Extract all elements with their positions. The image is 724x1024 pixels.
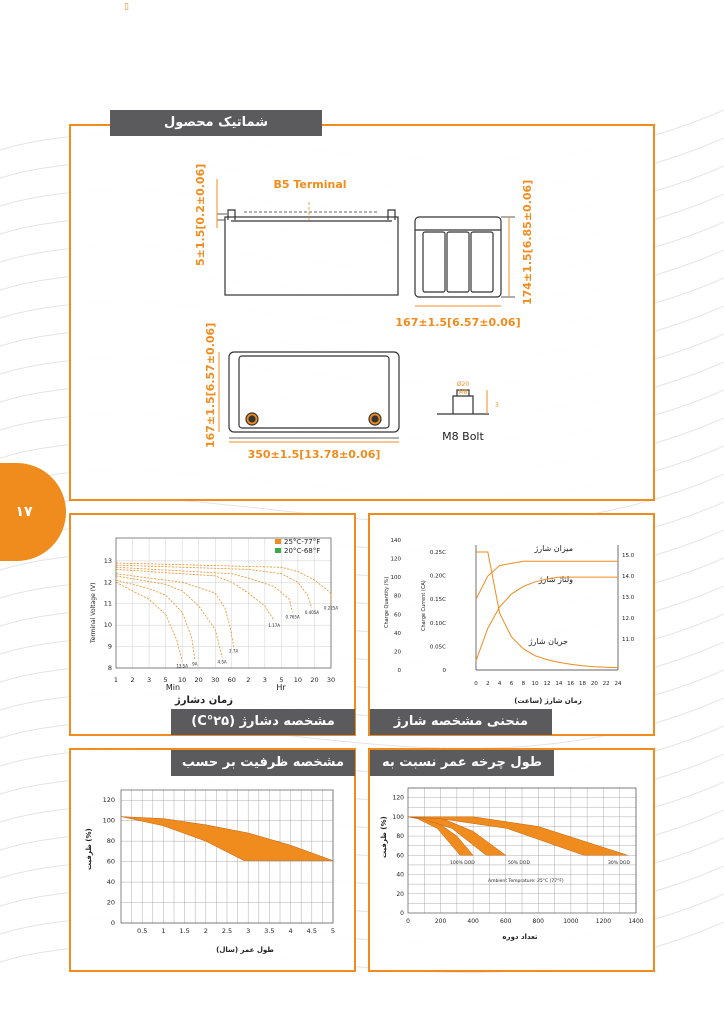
capacity-x-tick: 2.5 [221, 927, 233, 935]
discharge-curve-label: 4.5A [217, 659, 227, 665]
dod-100-label: 100% DOD [450, 861, 475, 866]
discharge-curve [116, 576, 222, 657]
discharge-unit-hr: Hr [276, 683, 286, 692]
discharge-x-tick: 5 [163, 676, 168, 684]
capacity-x-tick: 0.5 [137, 927, 148, 935]
charge-qty-tick: 40 [394, 630, 401, 637]
charge-volt-tick: 12.0 [622, 616, 635, 622]
charge-cur-tick: 0.05C [429, 644, 446, 651]
discharge-xlabel: زمان دشارژ [175, 695, 233, 706]
charge-x-tick: 10 [531, 681, 539, 687]
charge-x-tick: 8 [521, 681, 526, 687]
battery-front-view [225, 217, 398, 295]
cycle-y-tick: 40 [396, 871, 404, 879]
discharge-curve-label: 0.405A [304, 610, 320, 615]
capacity-x-tick: 4 [288, 927, 293, 935]
capacity-x-tick: 1 [161, 927, 166, 935]
discharge-curve [116, 580, 195, 659]
charge-label-cur: جریان شارژ [528, 637, 568, 646]
battery-side-view [415, 217, 501, 297]
charge-x-tick: 6 [509, 681, 514, 687]
discharge-x-tick: 60 [227, 676, 236, 684]
cycle-y-tick: 60 [396, 852, 404, 860]
stray-glyph: ▯ [124, 2, 129, 12]
charge-x-tick: 0 [474, 681, 478, 687]
terminal-label: B5 Terminal [273, 178, 347, 191]
charge-current-curve [476, 552, 618, 668]
charge-x-tick: 2 [486, 681, 490, 687]
charge-cur-tick: 0 [442, 668, 446, 674]
cycle-x-tick: 600 [499, 918, 512, 925]
cycle-ambient: Ambient Temprature: 25°C (77°F) [488, 879, 564, 884]
discharge-x-tick: 3 [147, 676, 152, 684]
discharge-x-tick: 2 [246, 676, 251, 684]
discharge-y-tick: 12 [103, 578, 112, 587]
dim-height: 174±1.5[6.85±0.06] [521, 179, 534, 305]
charge-label-qty: میزان شارژ [534, 544, 573, 553]
capacity-y-tick: 80 [106, 837, 115, 846]
bolt-dia-inner: M8 [458, 389, 468, 396]
discharge-x-tick: 1 [113, 676, 119, 684]
discharge-x-tick: 30 [326, 676, 336, 684]
charge-x-tick: 20 [590, 681, 598, 687]
charge-x-tick: 22 [602, 681, 610, 687]
bolt-label: M8 Bolt [442, 430, 484, 443]
charge-volt-tick: 11.0 [622, 637, 635, 643]
cycle-y-tick: 100 [392, 813, 404, 821]
capacity-x-tick: 1.5 [179, 927, 190, 935]
discharge-y-tick: 9 [107, 642, 112, 651]
legend-20c: 20°C-68°F [284, 547, 321, 555]
capacity-y-tick: 60 [106, 857, 115, 866]
capacity-y-tick: 0 [110, 919, 115, 927]
dim-length: 350±1.5[13.78±0.06] [247, 448, 381, 461]
cycle-y-tick: 120 [392, 794, 404, 802]
dim-terminal-height: 5±1.5[0.2±0.06] [194, 163, 207, 266]
cycle-title: طول چرخه عمر نسبت به عمق شارژ [370, 750, 554, 776]
cycle-x-tick: 1000 [563, 918, 579, 925]
discharge-y-tick: 11 [103, 599, 112, 608]
capacity-x-tick: 5 [330, 927, 336, 935]
dim-width-top: 167±1.5[6.57±0.06] [204, 322, 217, 448]
capacity-x-tick: 2 [203, 927, 208, 935]
discharge-curve-label: 0.225A [323, 605, 339, 611]
charge-label-volt: ولتاژ شارژ [538, 575, 573, 584]
charge-cur-tick: 0.10C [429, 620, 446, 627]
charge-ylabel-qty: Charge Quantity (%) [384, 576, 390, 628]
cycle-x-tick: 1200 [595, 918, 612, 925]
cycle-chart [368, 778, 655, 970]
discharge-x-tick: 10 [293, 676, 303, 684]
capacity-y-tick: 100 [102, 816, 115, 825]
capacity-xlabel: طول عمر (سال) [216, 946, 274, 954]
discharge-x-tick: 2 [130, 676, 135, 684]
charge-x-tick: 14 [555, 681, 563, 687]
capacity-y-tick: 40 [106, 878, 115, 887]
discharge-x-tick: 10 [178, 676, 187, 684]
charge-qty-tick: 20 [394, 649, 401, 656]
capacity-x-tick: 3.5 [264, 927, 275, 935]
discharge-x-tick: 3 [262, 676, 267, 684]
cycle-y-tick: 0 [400, 910, 404, 917]
cycle-y-tick: 20 [396, 890, 404, 898]
discharge-x-tick: 30 [211, 676, 220, 684]
cycle-x-tick: 1400 [628, 918, 644, 925]
capacity-ylabel: ظرفیت (%) [85, 828, 93, 870]
charge-x-tick: 4 [497, 681, 502, 687]
discharge-y-tick: 10 [103, 621, 112, 630]
charge-qty-tick: 100 [390, 575, 401, 582]
bolt-dia-outer: Ø20 [456, 381, 470, 388]
charge-x-tick: 16 [567, 681, 575, 687]
cycle-x-tick: 800 [532, 918, 545, 925]
charge-cur-tick: 0.20C [429, 573, 446, 580]
discharge-x-tick: 20 [194, 676, 203, 684]
discharge-x-tick: 20 [310, 676, 319, 684]
charge-volt-tick: 15.0 [622, 553, 635, 559]
cycle-x-tick: 200 [434, 918, 447, 925]
charge-qty-tick: 60 [394, 612, 401, 619]
capacity-title: مشخصه ظرفیت بر حسب طول عمر [171, 750, 355, 776]
discharge-x-tick: 5 [279, 676, 284, 684]
discharge-curve-label: 2.7A [229, 648, 239, 654]
discharge-y-tick: 13 [103, 556, 112, 565]
discharge-frame [116, 538, 331, 668]
discharge-curve-label: 13.5A [176, 663, 188, 669]
charge-qty-tick: 120 [390, 556, 401, 563]
legend-25c: 25°C-77°F [284, 538, 321, 546]
charge-quantity-curve [476, 577, 618, 661]
charge-title: منحنی مشخصه شارژ [370, 709, 552, 735]
cycle-x-tick: 400 [467, 918, 479, 925]
charge-cur-tick: 0.25C [429, 550, 446, 556]
dod-50-label: 50% DOD [508, 861, 530, 866]
charge-x-tick: 18 [579, 681, 586, 687]
discharge-y-tick: 8 [107, 664, 112, 672]
bolt-height: 3 [495, 402, 499, 409]
charge-ylabel-cur: Charge Current (CA) [421, 580, 427, 631]
charge-volt-tick: 13.0 [622, 595, 635, 601]
dod-30-label: 30% DOD [608, 861, 630, 866]
discharge-curve [116, 569, 274, 621]
capacity-x-tick: 3 [246, 927, 251, 935]
charge-cur-tick: 0.15C [429, 597, 446, 604]
discharge-curve [116, 567, 293, 612]
charge-volt-tick: 14.0 [622, 574, 635, 580]
charge-chart [368, 513, 655, 709]
charge-x-tick: 24 [614, 681, 622, 687]
discharge-curve-label: 0.765A [285, 614, 300, 620]
dim-width-side: 167±1.5[6.57±0.06] [395, 316, 521, 329]
cycle-xlabel: تعداد دوره [502, 933, 538, 941]
capacity-chart [69, 778, 356, 970]
discharge-chart [69, 513, 356, 709]
cycle-ylabel: ظرفیت (%) [380, 816, 388, 858]
charge-qty-tick: 140 [390, 538, 401, 544]
discharge-curve-label: 9A [192, 661, 198, 667]
capacity-y-tick: 120 [102, 796, 115, 805]
capacity-x-tick: 4.5 [306, 927, 317, 935]
charge-qty-tick: 0 [397, 668, 401, 674]
cycle-y-tick: 80 [396, 833, 404, 841]
discharge-ylabel: Terminal Voltage (V) [90, 582, 97, 643]
charge-qty-tick: 80 [394, 593, 401, 600]
capacity-y-tick: 20 [106, 898, 115, 907]
cycle-x-tick: 0 [406, 918, 410, 925]
charge-xlabel: زمان شارژ (ساعت) [514, 697, 582, 705]
schematic-title: شماتیک محصول [110, 110, 322, 136]
schematic-drawing [69, 124, 655, 501]
discharge-unit-min: Min [165, 683, 181, 692]
charge-x-tick: 12 [543, 681, 551, 687]
page-number: ۱۷ [15, 504, 33, 520]
discharge-title: مشخصه دشارژ (۲۵°C) [171, 709, 355, 735]
discharge-curve-label: 1.17A [268, 622, 280, 628]
